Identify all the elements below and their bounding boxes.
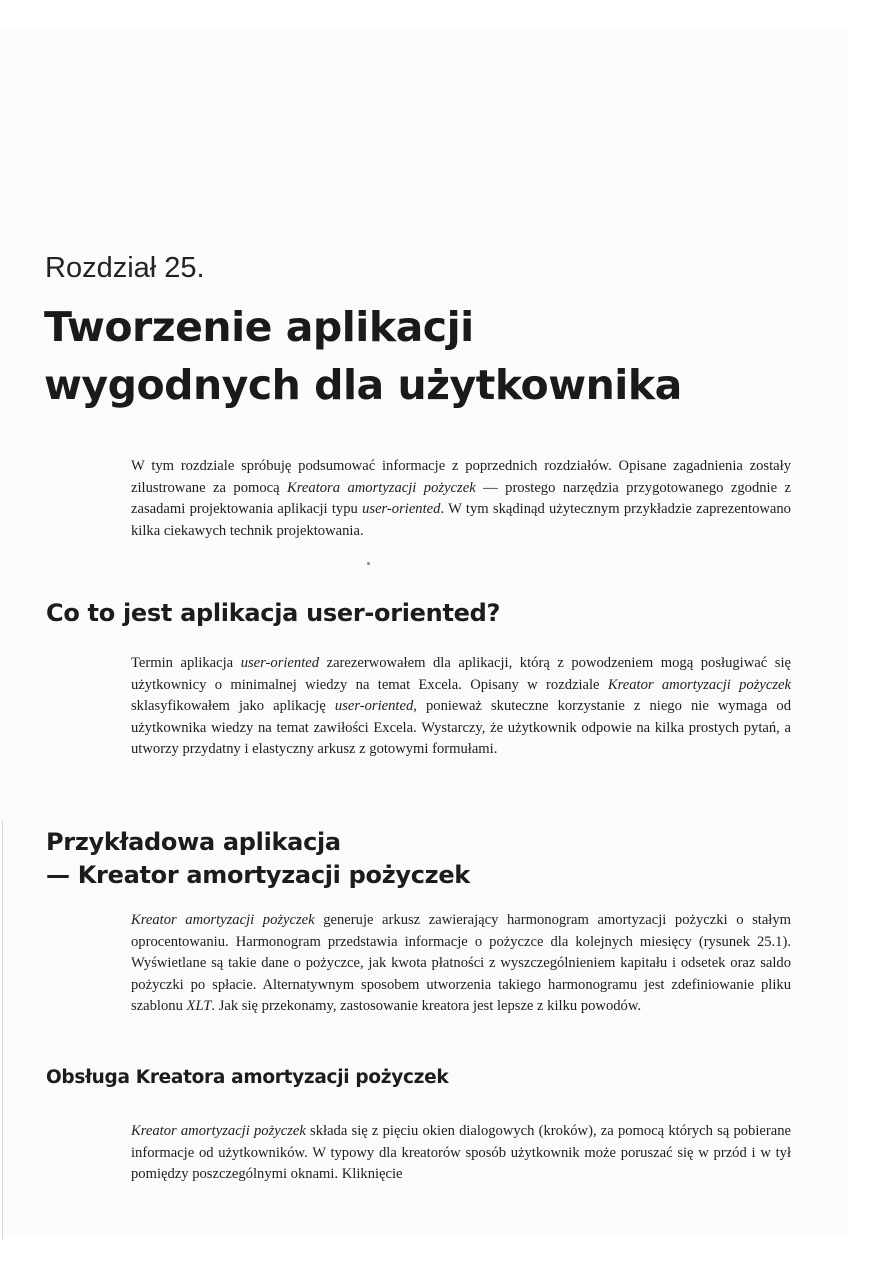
text-run: — prostego narzędzia przygotowanego zgodnie z zasadami projektowania aplikacji typu (131, 479, 791, 517)
text-run: sklasyfikowałem jako aplikację (131, 698, 335, 714)
scanned-page (0, 28, 848, 1236)
text-run: Termin aplikacja (131, 655, 241, 671)
italic-run: Kreatora amortyzacji pożyczek (287, 479, 476, 496)
text-run: . Jak się przekonamy, zastosowanie kreatora jest lepsze z kilku powodów. (211, 998, 642, 1014)
section-heading-line-2: — Kreator amortyzacji pożyczek (46, 861, 470, 889)
section-heading-user-oriented: Co to jest aplikacja user-oriented? (46, 599, 501, 627)
scan-speck (367, 562, 370, 565)
chapter-label: Rozdział 25. (45, 252, 205, 284)
italic-run: Kreator amortyzacji pożyczek (131, 912, 315, 928)
subsection-paragraph-wizard-usage (131, 1121, 791, 1186)
section-heading-line-1: Przykładowa aplikacja (46, 828, 341, 856)
text-run: zarezerwowałem dla aplikacji, którą z powodzeniem mogą posługiwać się użytkownicy o minimalnej wiedzy na temat Excela. Opisany w rozdziale (131, 655, 791, 693)
section-paragraph-user-oriented (131, 653, 791, 761)
italic-run: user-oriented (240, 655, 320, 671)
section-heading-example-app (46, 826, 470, 892)
intro-paragraph (131, 456, 791, 542)
italic-run: user-oriented (334, 698, 414, 714)
italic-run: user-oriented (362, 501, 441, 517)
chapter-title-line-1: Tworzenie aplikacji (44, 303, 474, 351)
section-paragraph-example-app (131, 910, 791, 1018)
text-run: , ponieważ skuteczne korzystanie z niego nie wymaga od użytkownika wiedzy na temat zawiłości Excela. Wystarczy, że użytkownik odpowie na kilka prostych pytań, a utworzy przydatny i elastyczny arkusz z gotowymi formułami. (131, 698, 791, 757)
text-run: . W tym skądinąd użytecznym przykładzie zaprezentowano kilka ciekawych technik projektowania. (131, 501, 791, 539)
italic-run: Kreator amortyzacji pożyczek (131, 1123, 306, 1139)
chapter-title-line-2: wygodnych dla użytkownika (44, 361, 682, 409)
text-run: składa się z pięciu okien dialogowych (kroków), za pomocą których są pobierane informacje od użytkowników. W typowy dla kreatorów sposób użytkownik może poruszać się w przód i w tył pomiędzy poszczególnymi oknami. Kliknięcie (131, 1123, 791, 1182)
text-run: generuje arkusz zawierający harmonogram amortyzacji pożyczki o stałym oprocentowaniu. Harmonogram przedstawia informacje o pożyczce dla kolejnych miesięcy (rysunek 25.1). Wyświetlane są takie dane o pożyczce, jak kwota płatności z wyszczególnieniem kapitału i odsetek oraz saldo pożyczki po spłacie. Alternatywnym sposobem utworzenia takiego harmonogramu jest zdefiniowanie pliku szablonu (131, 912, 791, 1014)
subsection-heading-wizard-usage: Obsługa Kreatora amortyzacji pożyczek (46, 1067, 449, 1088)
italic-run: XLT (186, 998, 212, 1014)
scan-edge-line (2, 820, 3, 1240)
chapter-title (44, 298, 682, 414)
italic-run: Kreator amortyzacji pożyczek (607, 676, 791, 693)
text-run: W tym rozdziale spróbuję podsumować informacje z poprzednich rozdziałów. Opisane zagadnienia zostały zilustrowane za pomocą (131, 458, 791, 496)
